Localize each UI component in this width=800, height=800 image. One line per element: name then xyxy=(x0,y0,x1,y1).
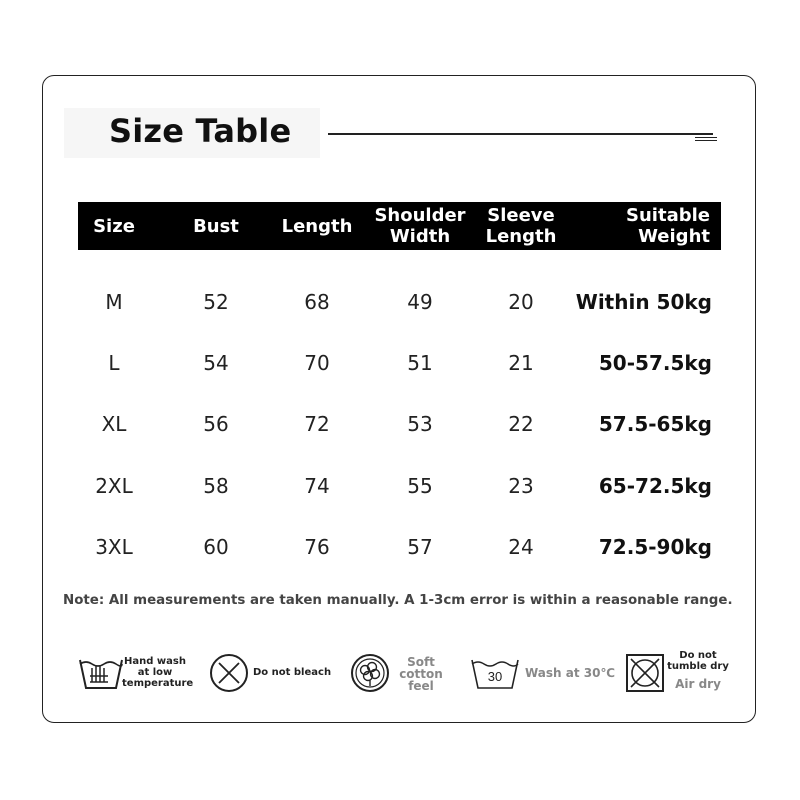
cell-shoulder: 51 xyxy=(407,351,433,375)
cell-length: 68 xyxy=(304,290,330,314)
cell-shoulder: 55 xyxy=(407,474,433,498)
wash-temp-symbol: 30 xyxy=(487,669,503,684)
cell-sleeve: 22 xyxy=(508,412,534,436)
soft-label-3: feel xyxy=(408,679,434,693)
table-row xyxy=(78,282,721,322)
cell-size: M xyxy=(105,290,123,314)
hand-wash-label-1: Hand wash xyxy=(124,656,186,667)
cell-size: 3XL xyxy=(95,535,133,559)
header-length: Length xyxy=(281,215,353,237)
no-bleach-icon xyxy=(209,653,249,693)
cell-sleeve: 20 xyxy=(508,290,534,314)
no-bleach-label: Do not bleach xyxy=(253,667,332,678)
header-suitable-weight: Suitable Weight xyxy=(626,205,710,247)
header-size: Size xyxy=(93,215,135,237)
table-row xyxy=(78,343,721,383)
cell-size: XL xyxy=(101,412,127,436)
tumble-label-1: Do not xyxy=(679,650,717,661)
cell-weight: 57.5-65kg xyxy=(598,412,712,436)
cell-length: 70 xyxy=(304,351,330,375)
care-no-tumble-dry xyxy=(625,648,735,698)
cell-size: 2XL xyxy=(95,474,133,498)
care-hand-wash xyxy=(78,648,194,698)
table-header xyxy=(78,202,721,250)
cell-length: 76 xyxy=(304,535,330,559)
header-shoulder-width: Shoulder Width xyxy=(374,205,466,247)
cotton-icon xyxy=(350,653,390,693)
page-title: Size Table xyxy=(109,112,292,150)
air-dry-label: Air dry xyxy=(675,677,721,691)
tumble-label-2: tumble dry xyxy=(667,661,729,672)
cell-weight: 72.5-90kg xyxy=(598,535,712,559)
no-tumble-dry-icon xyxy=(625,653,665,693)
measurement-note: Note: All measurements are taken manually. A 1-3cm error is within a reasonable range. xyxy=(63,593,733,608)
cell-weight: 50-57.5kg xyxy=(598,351,712,375)
hand-wash-label-2: at low xyxy=(137,667,173,678)
wash-temp-label: Wash at 30℃ xyxy=(525,666,616,680)
cell-bust: 52 xyxy=(203,290,229,314)
cell-bust: 54 xyxy=(203,351,229,375)
wash-30-icon xyxy=(470,656,520,690)
cell-weight: 65-72.5kg xyxy=(598,474,712,498)
soft-label-2: cotton xyxy=(399,667,443,681)
table-row xyxy=(78,527,721,567)
cell-bust: 56 xyxy=(203,412,229,436)
hand-wash-icon xyxy=(78,654,124,692)
cell-length: 74 xyxy=(304,474,330,498)
title-divider xyxy=(328,133,713,135)
cell-bust: 58 xyxy=(203,474,229,498)
care-wash-30 xyxy=(470,648,616,698)
table-row xyxy=(78,404,721,444)
cell-sleeve: 24 xyxy=(508,535,534,559)
header-bust: Bust xyxy=(193,215,239,237)
cell-bust: 60 xyxy=(203,535,229,559)
care-no-bleach xyxy=(209,648,332,698)
soft-label-1: Soft xyxy=(407,655,435,669)
header-sleeve-length: Sleeve Length xyxy=(485,205,557,247)
cell-shoulder: 57 xyxy=(407,535,433,559)
hand-wash-label-3: temperature xyxy=(122,678,194,689)
care-soft-cotton xyxy=(350,648,446,698)
cell-shoulder: 49 xyxy=(407,290,433,314)
cell-weight: Within 50kg xyxy=(575,290,712,314)
cell-sleeve: 21 xyxy=(508,351,534,375)
cell-size: L xyxy=(108,351,120,375)
cell-length: 72 xyxy=(304,412,330,436)
table-row xyxy=(78,466,721,506)
size-chart-card xyxy=(42,75,756,723)
cell-sleeve: 23 xyxy=(508,474,534,498)
cell-shoulder: 53 xyxy=(407,412,433,436)
title-mark-icon xyxy=(695,137,717,145)
